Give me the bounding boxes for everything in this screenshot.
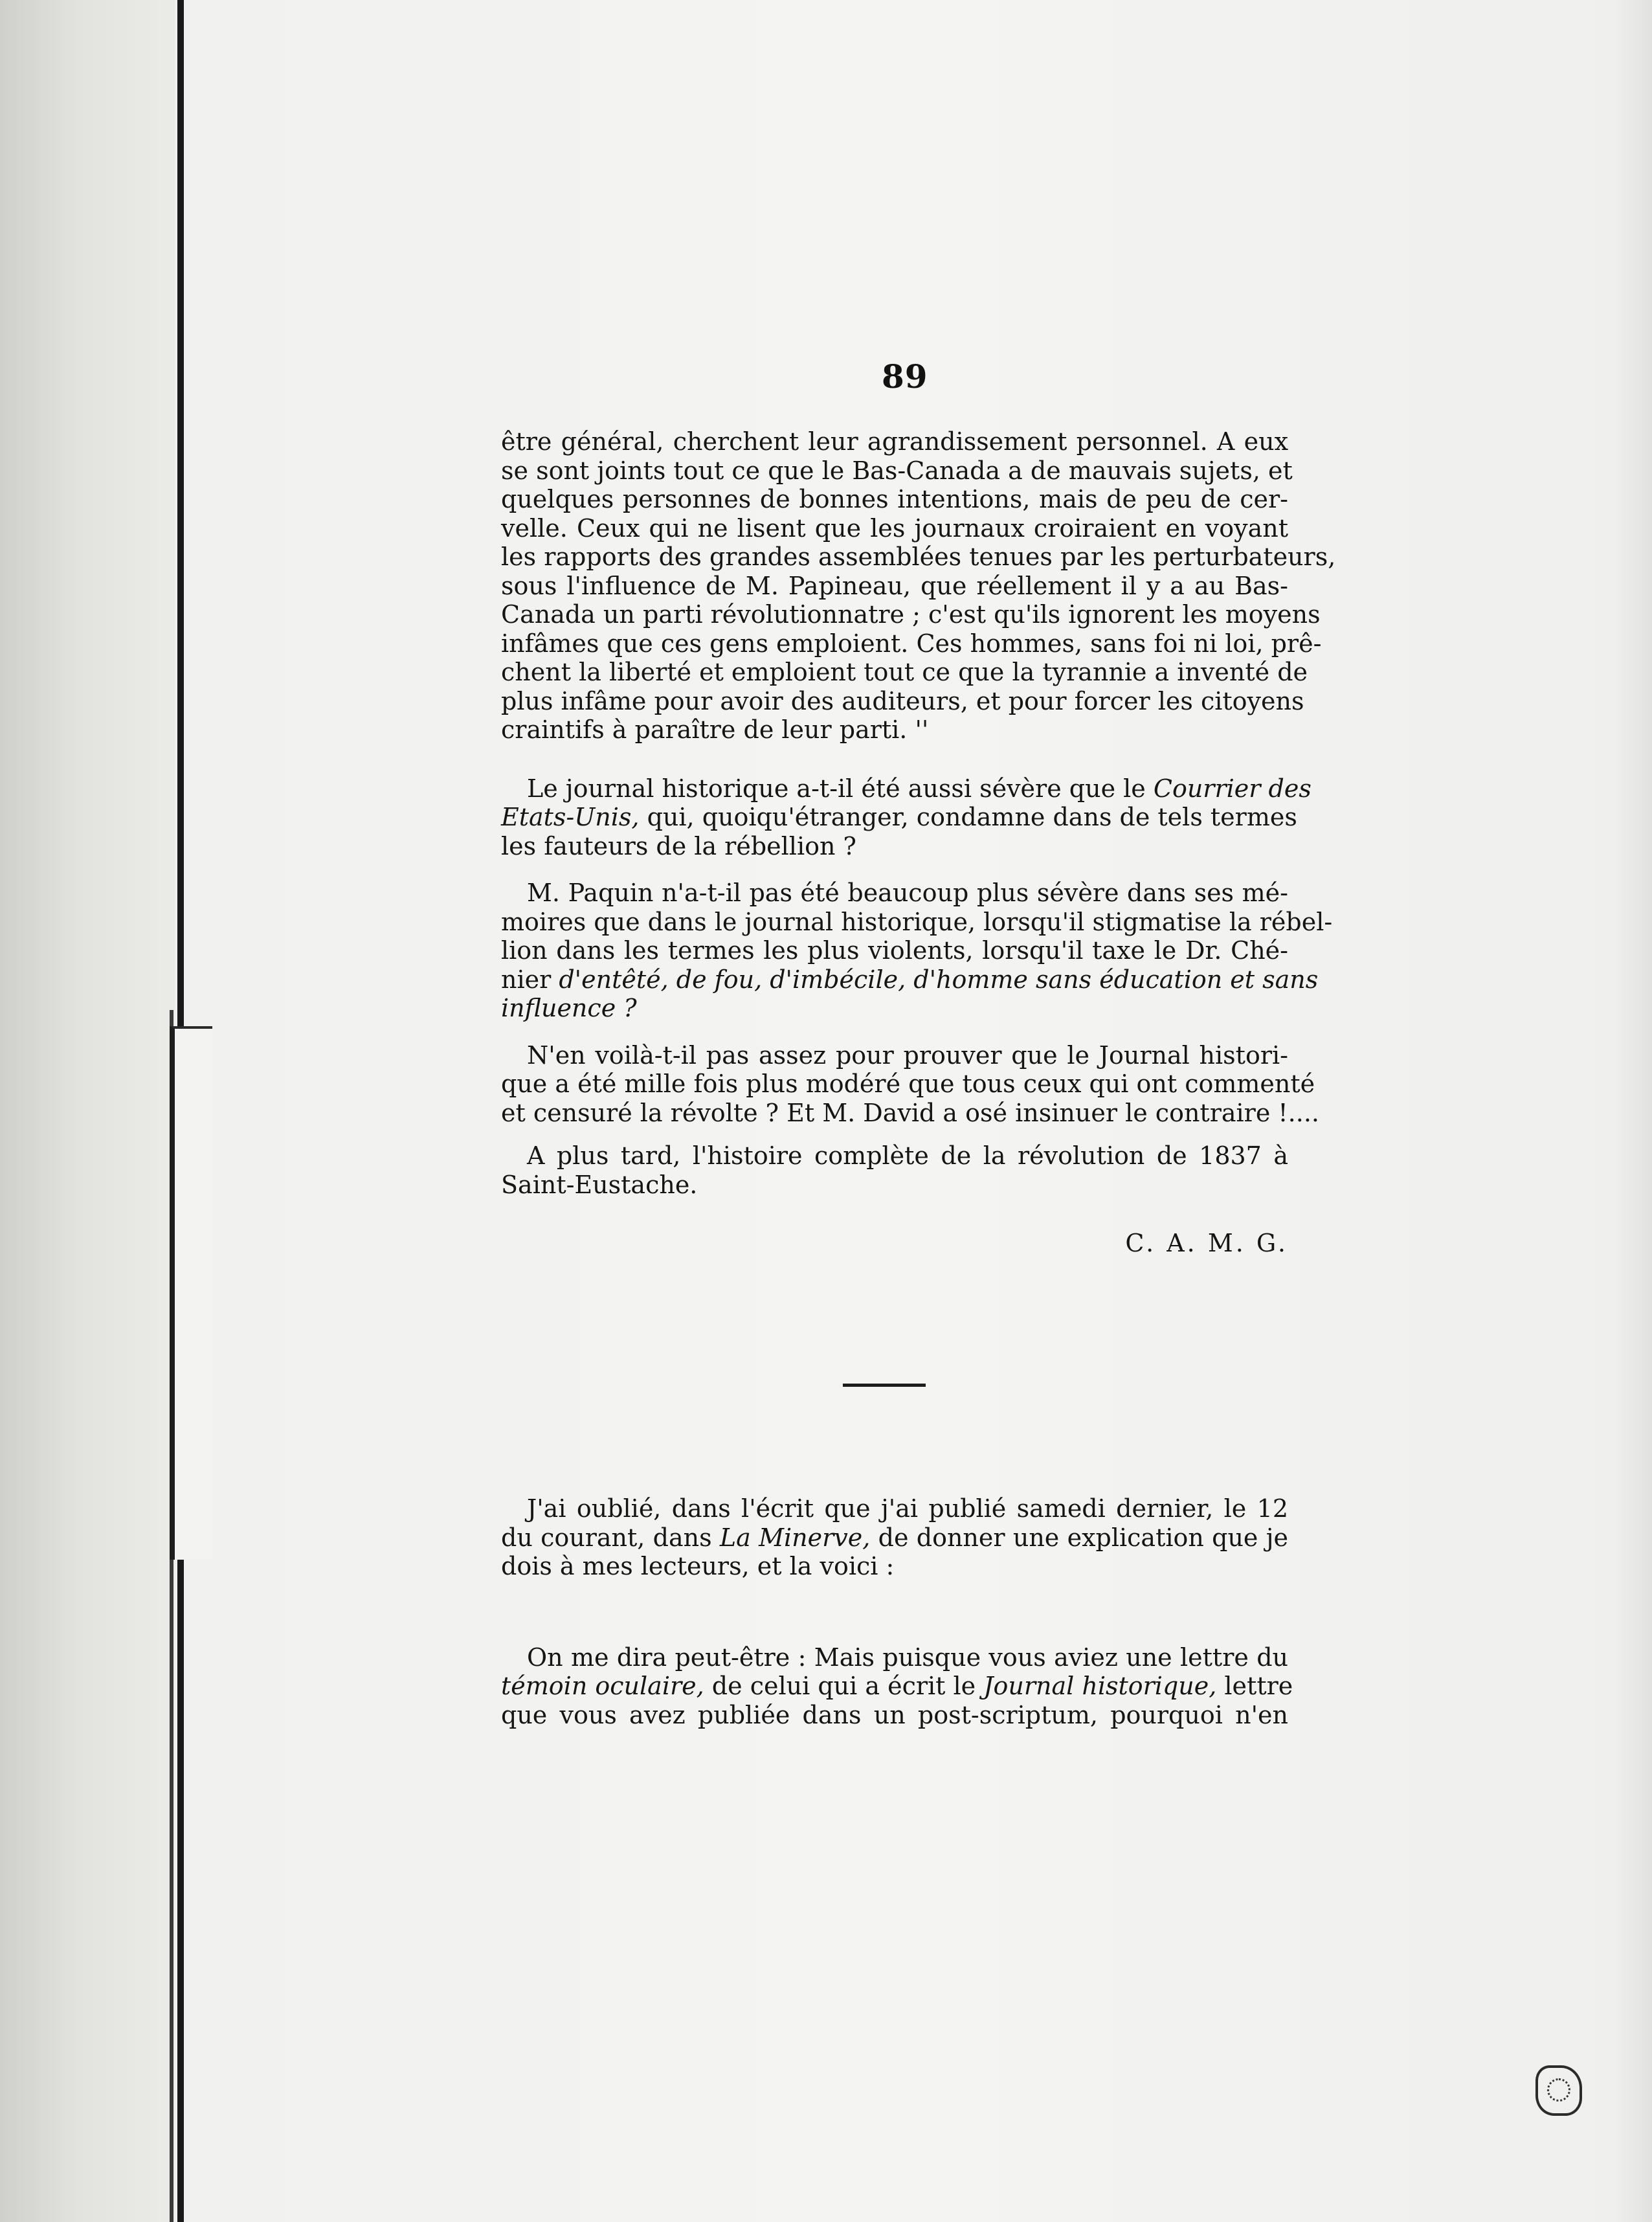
text-line <box>501 1672 1293 1701</box>
italic-run: témoin oculaire, <box>501 1672 704 1700</box>
text-line: J'ai oublié, dans l'écrit que j'ai publié samedi dernier, le 12 <box>527 1494 1288 1523</box>
paragraph-quote-end <box>501 427 1336 745</box>
text-line: que vous avez publiée dans un post-scriptum, pourquoi n'en <box>501 1700 1288 1729</box>
text-run: du courant, dans <box>501 1523 720 1552</box>
text-line: A plus tard, l'histoire complète de la révolution de 1837 à <box>527 1141 1288 1170</box>
text-line: que a été mille fois plus modéré que tous ceux qui ont commenté <box>501 1070 1315 1098</box>
text-line <box>501 774 1312 803</box>
paragraph-paquin <box>501 879 1333 1023</box>
text-line: quelques personnes de bonnes intentions, mais de peu de cer- <box>501 485 1288 513</box>
library-stamp <box>1535 2065 1582 2116</box>
page-right-shadow <box>1613 0 1652 2222</box>
text-line: influence ? <box>501 994 637 1022</box>
italic-run: Etats-Unis, <box>501 803 640 831</box>
text-line: chent la liberté et emploient tout ce que la tyrannie a inventé de <box>501 658 1308 686</box>
paragraph-on-me-dira <box>501 1643 1293 1730</box>
signature: C. A. M. G. <box>1125 1229 1288 1257</box>
second-article-body <box>501 1470 1293 1754</box>
page-tab-edge <box>170 1026 212 1560</box>
text-line: infâmes que ces gens emploient. Ces hommes, sans foi ni loi, prê- <box>501 629 1322 658</box>
text-line: On me dira peut-être : Mais puisque vous aviez une lettre du <box>527 1643 1288 1672</box>
text-run: qui, quoiqu'étranger, condamne dans de tels termes <box>639 803 1297 831</box>
italic-run: Courrier des <box>1153 774 1312 803</box>
italic-run: d'entêté, de fou, d'imbécile, d'homme sans éducation et sans <box>559 965 1319 994</box>
text-run: nier <box>501 965 559 994</box>
text-line: moires que dans le journal historique, lorsqu'il stigmatise la rébel- <box>501 907 1333 936</box>
text-line <box>501 1523 1288 1553</box>
text-line: les rapports des grandes assemblées tenues par les perturbateurs, <box>501 543 1336 571</box>
text-line: lion dans les termes les plus violents, lorsqu'il taxe le Dr. Ché- <box>501 936 1288 965</box>
text-line: craintifs à paraître de leur parti. '' <box>501 715 929 744</box>
paragraph-courrier <box>501 774 1312 861</box>
text-line: plus infâme pour avoir des auditeurs, et pour forcer les citoyens <box>501 686 1304 715</box>
text-run: Le journal historique a-t-il été aussi sévère que le <box>527 774 1154 803</box>
text-run: de donner une explication que je <box>870 1523 1288 1552</box>
text-line: sous l'influence de M. Papineau, que réellement il y a au Bas- <box>501 571 1288 600</box>
text-line: Canada un parti révolutionnatre ; c'est qu'ils ignorent les moyens <box>501 600 1321 629</box>
italic-run: Journal historique, <box>983 1672 1217 1700</box>
text-line: se sont joints tout ce que le Bas-Canada a de mauvais sujets, et <box>501 456 1293 485</box>
text-run: de celui qui a écrit le <box>704 1672 984 1700</box>
text-line <box>501 803 1297 832</box>
binding-strip <box>0 0 175 2222</box>
text-line: Saint-Eustache. <box>501 1170 698 1199</box>
paragraph-oublie <box>501 1494 1288 1581</box>
text-line: et censuré la révolte ? Et M. David a osé insinuer le contraire !.... <box>501 1098 1319 1127</box>
text-line: être général, cherchent leur agrandissement personnel. A eux <box>501 427 1288 456</box>
page-number: 89 <box>882 357 928 396</box>
section-separator <box>843 1384 926 1387</box>
paragraph-journal <box>501 1040 1319 1128</box>
article-body <box>501 427 1336 1258</box>
text-run: lettre <box>1216 1672 1293 1700</box>
paragraph-plus-tard <box>501 1141 1288 1199</box>
text-line: dois à mes lecteurs, et la voici : <box>501 1552 895 1580</box>
text-line <box>501 965 1319 994</box>
text-line: velle. Ceux qui ne lisent que les journaux croiraient en voyant <box>501 513 1288 543</box>
italic-run: La Minerve, <box>719 1523 871 1552</box>
text-line: M. Paquin n'a-t-il pas été beaucoup plus sévère dans ses mé- <box>527 879 1288 907</box>
text-line: les fauteurs de la rébellion ? <box>501 831 856 860</box>
text-line: N'en voilà-t-il pas assez pour prouver que le Journal histori- <box>527 1040 1288 1070</box>
